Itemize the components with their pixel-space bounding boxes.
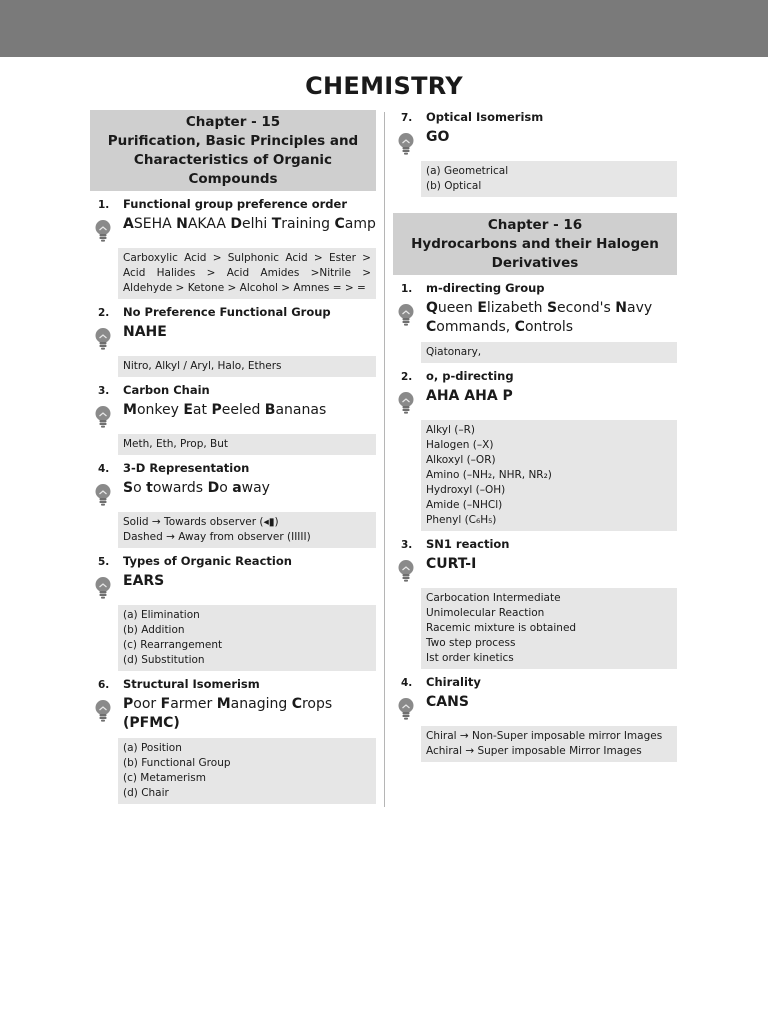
mnemonic-text: [421, 128, 677, 147]
mnemonic-rest: anaging: [230, 696, 292, 712]
lightbulb-icon: [93, 576, 113, 600]
question-header: [90, 197, 376, 211]
mnemonic-initial: P: [123, 696, 134, 712]
mnemonic-initial: AHA AHA P: [426, 388, 513, 404]
spacer: [393, 197, 677, 203]
explanation-line: (a) Geometrical: [426, 165, 509, 177]
mnemonic-rest: ueen: [437, 300, 478, 316]
mnemonic-initial: C: [334, 216, 345, 232]
question-header: [90, 383, 376, 397]
bulb-wrap: [90, 215, 118, 243]
bulb-wrap: [393, 299, 421, 327]
mnemonic-row: [90, 401, 376, 429]
question-title: Chirality: [426, 675, 481, 689]
mnemonic-initial: T: [271, 216, 282, 232]
explanation-box: [421, 161, 677, 197]
lightbulb-icon: [396, 132, 416, 156]
mnemonic-initial: E: [477, 300, 487, 316]
mnemonic-rest: onkey: [136, 402, 184, 418]
question-number: 6.: [98, 679, 110, 691]
question-title: o, p-directing: [426, 369, 514, 383]
mnemonic-initial: Q: [426, 300, 438, 316]
explanation-line: (c) Rearrangement: [123, 639, 223, 651]
explanation-line: Qiatonary,: [426, 346, 482, 358]
question-title: m-directing Group: [426, 281, 545, 295]
mnemonic-initial: t: [146, 480, 153, 496]
question-header: [90, 677, 376, 691]
mnemonic-row: [90, 323, 376, 351]
explanation-line: (b) Functional Group: [123, 757, 231, 769]
mnemonic-initial: S: [123, 480, 134, 496]
question-header: [393, 369, 677, 383]
mnemonic-text: [118, 401, 376, 420]
lightbulb-icon: [396, 697, 416, 721]
mnemonic-item: [90, 677, 376, 810]
question-number: 1.: [401, 283, 413, 295]
mnemonic-initial: P: [211, 402, 222, 418]
chapter-title-line: Hydrocarbons and their Halogen: [411, 236, 659, 252]
mnemonic-rest: SEHA: [133, 216, 177, 232]
explanation-line: Carboxylic Acid > Sulphonic Acid > Ester > Acid Halides > Acid Amides >Nitrile > Aldehyde > Ketone > Alcohol > Amnes = > =: [123, 252, 371, 294]
mnemonic-text: [118, 479, 376, 498]
mnemonic-initial: GO: [426, 129, 450, 145]
question-number: 7.: [401, 112, 413, 124]
question-header: [90, 554, 376, 568]
chapter-15-header: [90, 110, 376, 191]
spacer: [393, 762, 677, 768]
mnemonic-text: [118, 572, 376, 591]
explanation-box: [118, 356, 376, 377]
mnemonic-item: [90, 197, 376, 305]
mnemonic-row: [90, 572, 376, 600]
question-title: 3-D Representation: [123, 461, 250, 475]
mnemonic-text: [421, 693, 677, 712]
explanation-line: Chiral → Non-Super imposable mirror Images: [426, 730, 663, 742]
mnemonic-initial: C: [291, 696, 302, 712]
explanation-line: Achiral → Super imposable Mirror Images: [426, 745, 642, 757]
explanation-line: (c) Metamerism: [123, 772, 206, 784]
explanation-box: [118, 738, 376, 804]
question-title: SN1 reaction: [426, 537, 510, 551]
mnemonic-item: [393, 675, 677, 768]
explanation-line: Dashed → Away from observer (IIIII): [123, 531, 311, 543]
question-title: Functional group preference order: [123, 197, 347, 211]
mnemonic-abbrev: (PFMC): [123, 715, 180, 731]
bulb-wrap: [90, 695, 118, 723]
mnemonic-initial: CANS: [426, 694, 469, 710]
mnemonic-initial: M: [123, 402, 137, 418]
mnemonic-initial: a: [232, 480, 242, 496]
explanation-line: Amino (–NH₂, NHR, NR₂): [426, 469, 552, 481]
question-number: 2.: [98, 307, 110, 319]
bulb-wrap: [393, 387, 421, 415]
explanation-box: [118, 434, 376, 455]
mnemonic-rest: avy: [627, 300, 653, 316]
mnemonic-rest: at: [192, 402, 212, 418]
question-header: [393, 110, 677, 124]
top-header-bar: [0, 0, 768, 57]
bulb-wrap: [90, 323, 118, 351]
explanation-line: Unimolecular Reaction: [426, 607, 545, 619]
mnemonic-initial: N: [615, 300, 627, 316]
lightbulb-icon: [396, 559, 416, 583]
mnemonic-initial: M: [216, 696, 231, 712]
mnemonic-rest: oor: [133, 696, 161, 712]
page-title: CHEMISTRY: [305, 72, 463, 100]
mnemonic-rest: ontrols: [524, 319, 574, 335]
question-header: [393, 537, 677, 551]
explanation-line: (d) Substitution: [123, 654, 205, 666]
mnemonic-rest: elhi: [242, 216, 272, 232]
mnemonic-row: [393, 387, 677, 415]
explanation-box: [118, 248, 376, 299]
chapter-title-line: Characteristics of Organic Compounds: [133, 152, 333, 187]
explanation-line: Racemic mixture is obtained: [426, 622, 577, 634]
explanation-box: [421, 588, 677, 669]
mnemonic-rest: rops: [301, 696, 333, 712]
chapter-title-line: Derivatives: [491, 255, 579, 271]
mnemonic-row: [90, 479, 376, 507]
explanation-line: Halogen (–X): [426, 439, 494, 451]
mnemonic-rest: amp: [344, 216, 376, 232]
mnemonic-initial: C: [426, 319, 437, 335]
lightbulb-icon: [396, 391, 416, 415]
explanation-line: (a) Elimination: [123, 609, 200, 621]
question-number: 4.: [98, 463, 110, 475]
mnemonic-item: [90, 554, 376, 677]
mnemonic-initial: NAHE: [123, 324, 167, 340]
explanation-line: Nitro, Alkyl / Aryl, Halo, Ethers: [123, 360, 282, 372]
mnemonic-text: [421, 299, 677, 337]
mnemonic-text: [421, 555, 677, 574]
right-column: [393, 110, 677, 768]
question-number: 2.: [401, 371, 413, 383]
mnemonic-initial: A: [123, 216, 134, 232]
mnemonic-text: [118, 215, 376, 234]
mnemonic-rest: o: [133, 480, 147, 496]
mnemonic-rest: armer: [170, 696, 217, 712]
mnemonic-row: [393, 128, 677, 156]
question-header: [393, 281, 677, 295]
column-divider: [384, 112, 385, 807]
mnemonic-initial: F: [160, 696, 171, 712]
mnemonic-rest: raining: [281, 216, 335, 232]
lightbulb-icon: [93, 327, 113, 351]
explanation-box: [421, 342, 677, 363]
explanation-line: Solid → Towards observer (◂▮): [123, 516, 279, 528]
question-header: [90, 461, 376, 475]
question-header: [90, 305, 376, 319]
mnemonic-text: [118, 323, 376, 342]
question-title: Structural Isomerism: [123, 677, 260, 691]
mnemonic-item: [393, 110, 677, 203]
mnemonic-initial: EARS: [123, 573, 165, 589]
mnemonic-rest: way: [241, 480, 270, 496]
lightbulb-icon: [93, 219, 113, 243]
explanation-box: [118, 512, 376, 548]
mnemonic-item: [90, 305, 376, 383]
mnemonic-row: [393, 299, 677, 337]
explanation-line: Alkoxyl (–OR): [426, 454, 496, 466]
explanation-line: Two step process: [426, 637, 516, 649]
bulb-wrap: [393, 555, 421, 583]
mnemonic-initial: S: [546, 300, 558, 316]
explanation-line: (d) Chair: [123, 787, 169, 799]
mnemonic-text: [118, 695, 376, 733]
explanation-line: (b) Addition: [123, 624, 185, 636]
mnemonic-item: [393, 537, 677, 675]
mnemonic-row: [393, 693, 677, 721]
question-number: 3.: [401, 539, 413, 551]
mnemonic-initial: D: [207, 480, 220, 496]
question-number: 3.: [98, 385, 110, 397]
mnemonic-initial: B: [264, 402, 276, 418]
mnemonic-initial: E: [183, 402, 193, 418]
explanation-line: Amide (–NHCl): [426, 499, 503, 511]
question-title: No Preference Functional Group: [123, 305, 331, 319]
question-header: [393, 675, 677, 689]
explanation-line: Carbocation Intermediate: [426, 592, 561, 604]
mnemonic-initial: D: [230, 216, 242, 232]
lightbulb-icon: [93, 699, 113, 723]
mnemonic-initial: N: [176, 216, 188, 232]
explanation-line: (a) Position: [123, 742, 182, 754]
mnemonic-initial: C: [514, 319, 525, 335]
mnemonic-rest: owards: [152, 480, 208, 496]
bulb-wrap: [393, 128, 421, 156]
mnemonic-rest: econd's: [557, 300, 616, 316]
mnemonic-item: [393, 281, 677, 369]
mnemonic-row: [393, 555, 677, 583]
mnemonic-rest: ommands,: [436, 319, 515, 335]
explanation-line: Phenyl (C₆H₅): [426, 514, 497, 526]
question-number: 1.: [98, 199, 110, 211]
question-title: Optical Isomerism: [426, 110, 544, 124]
bulb-wrap: [393, 693, 421, 721]
bulb-wrap: [90, 479, 118, 507]
chapter-16-header: [393, 213, 677, 275]
explanation-box: [118, 605, 376, 671]
mnemonic-initial: CURT-I: [426, 556, 477, 572]
explanation-line: Meth, Eth, Prop, But: [123, 438, 229, 450]
mnemonic-item: [393, 369, 677, 537]
mnemonic-rest: o: [219, 480, 233, 496]
mnemonic-rest: eeled: [221, 402, 265, 418]
question-title: Carbon Chain: [123, 383, 210, 397]
explanation-line: Alkyl (–R): [426, 424, 476, 436]
mnemonic-rest: lizabeth: [486, 300, 547, 316]
lightbulb-icon: [93, 483, 113, 507]
explanation-line: Ist order kinetics: [426, 652, 514, 664]
mnemonic-row: [90, 215, 376, 243]
bulb-wrap: [90, 401, 118, 429]
question-number: 5.: [98, 556, 110, 568]
explanation-box: [421, 726, 677, 762]
spacer: [90, 804, 376, 810]
mnemonic-rest: ananas: [275, 402, 327, 418]
explanation-line: Hydroxyl (–OH): [426, 484, 506, 496]
bulb-wrap: [90, 572, 118, 600]
mnemonic-rest: AKAA: [187, 216, 231, 232]
left-column: [90, 110, 376, 810]
lightbulb-icon: [396, 303, 416, 327]
explanation-box: [421, 420, 677, 531]
mnemonic-item: [90, 383, 376, 461]
mnemonic-item: [90, 461, 376, 554]
chapter-number: Chapter - 16: [487, 217, 583, 233]
explanation-line: (b) Optical: [426, 180, 482, 192]
mnemonic-row: [90, 695, 376, 733]
chapter-number: Chapter - 15: [185, 114, 281, 130]
lightbulb-icon: [93, 405, 113, 429]
question-number: 4.: [401, 677, 413, 689]
mnemonic-text: [421, 387, 677, 406]
chapter-title-line: Purification, Basic Principles and: [107, 133, 359, 149]
question-title: Types of Organic Reaction: [123, 554, 292, 568]
